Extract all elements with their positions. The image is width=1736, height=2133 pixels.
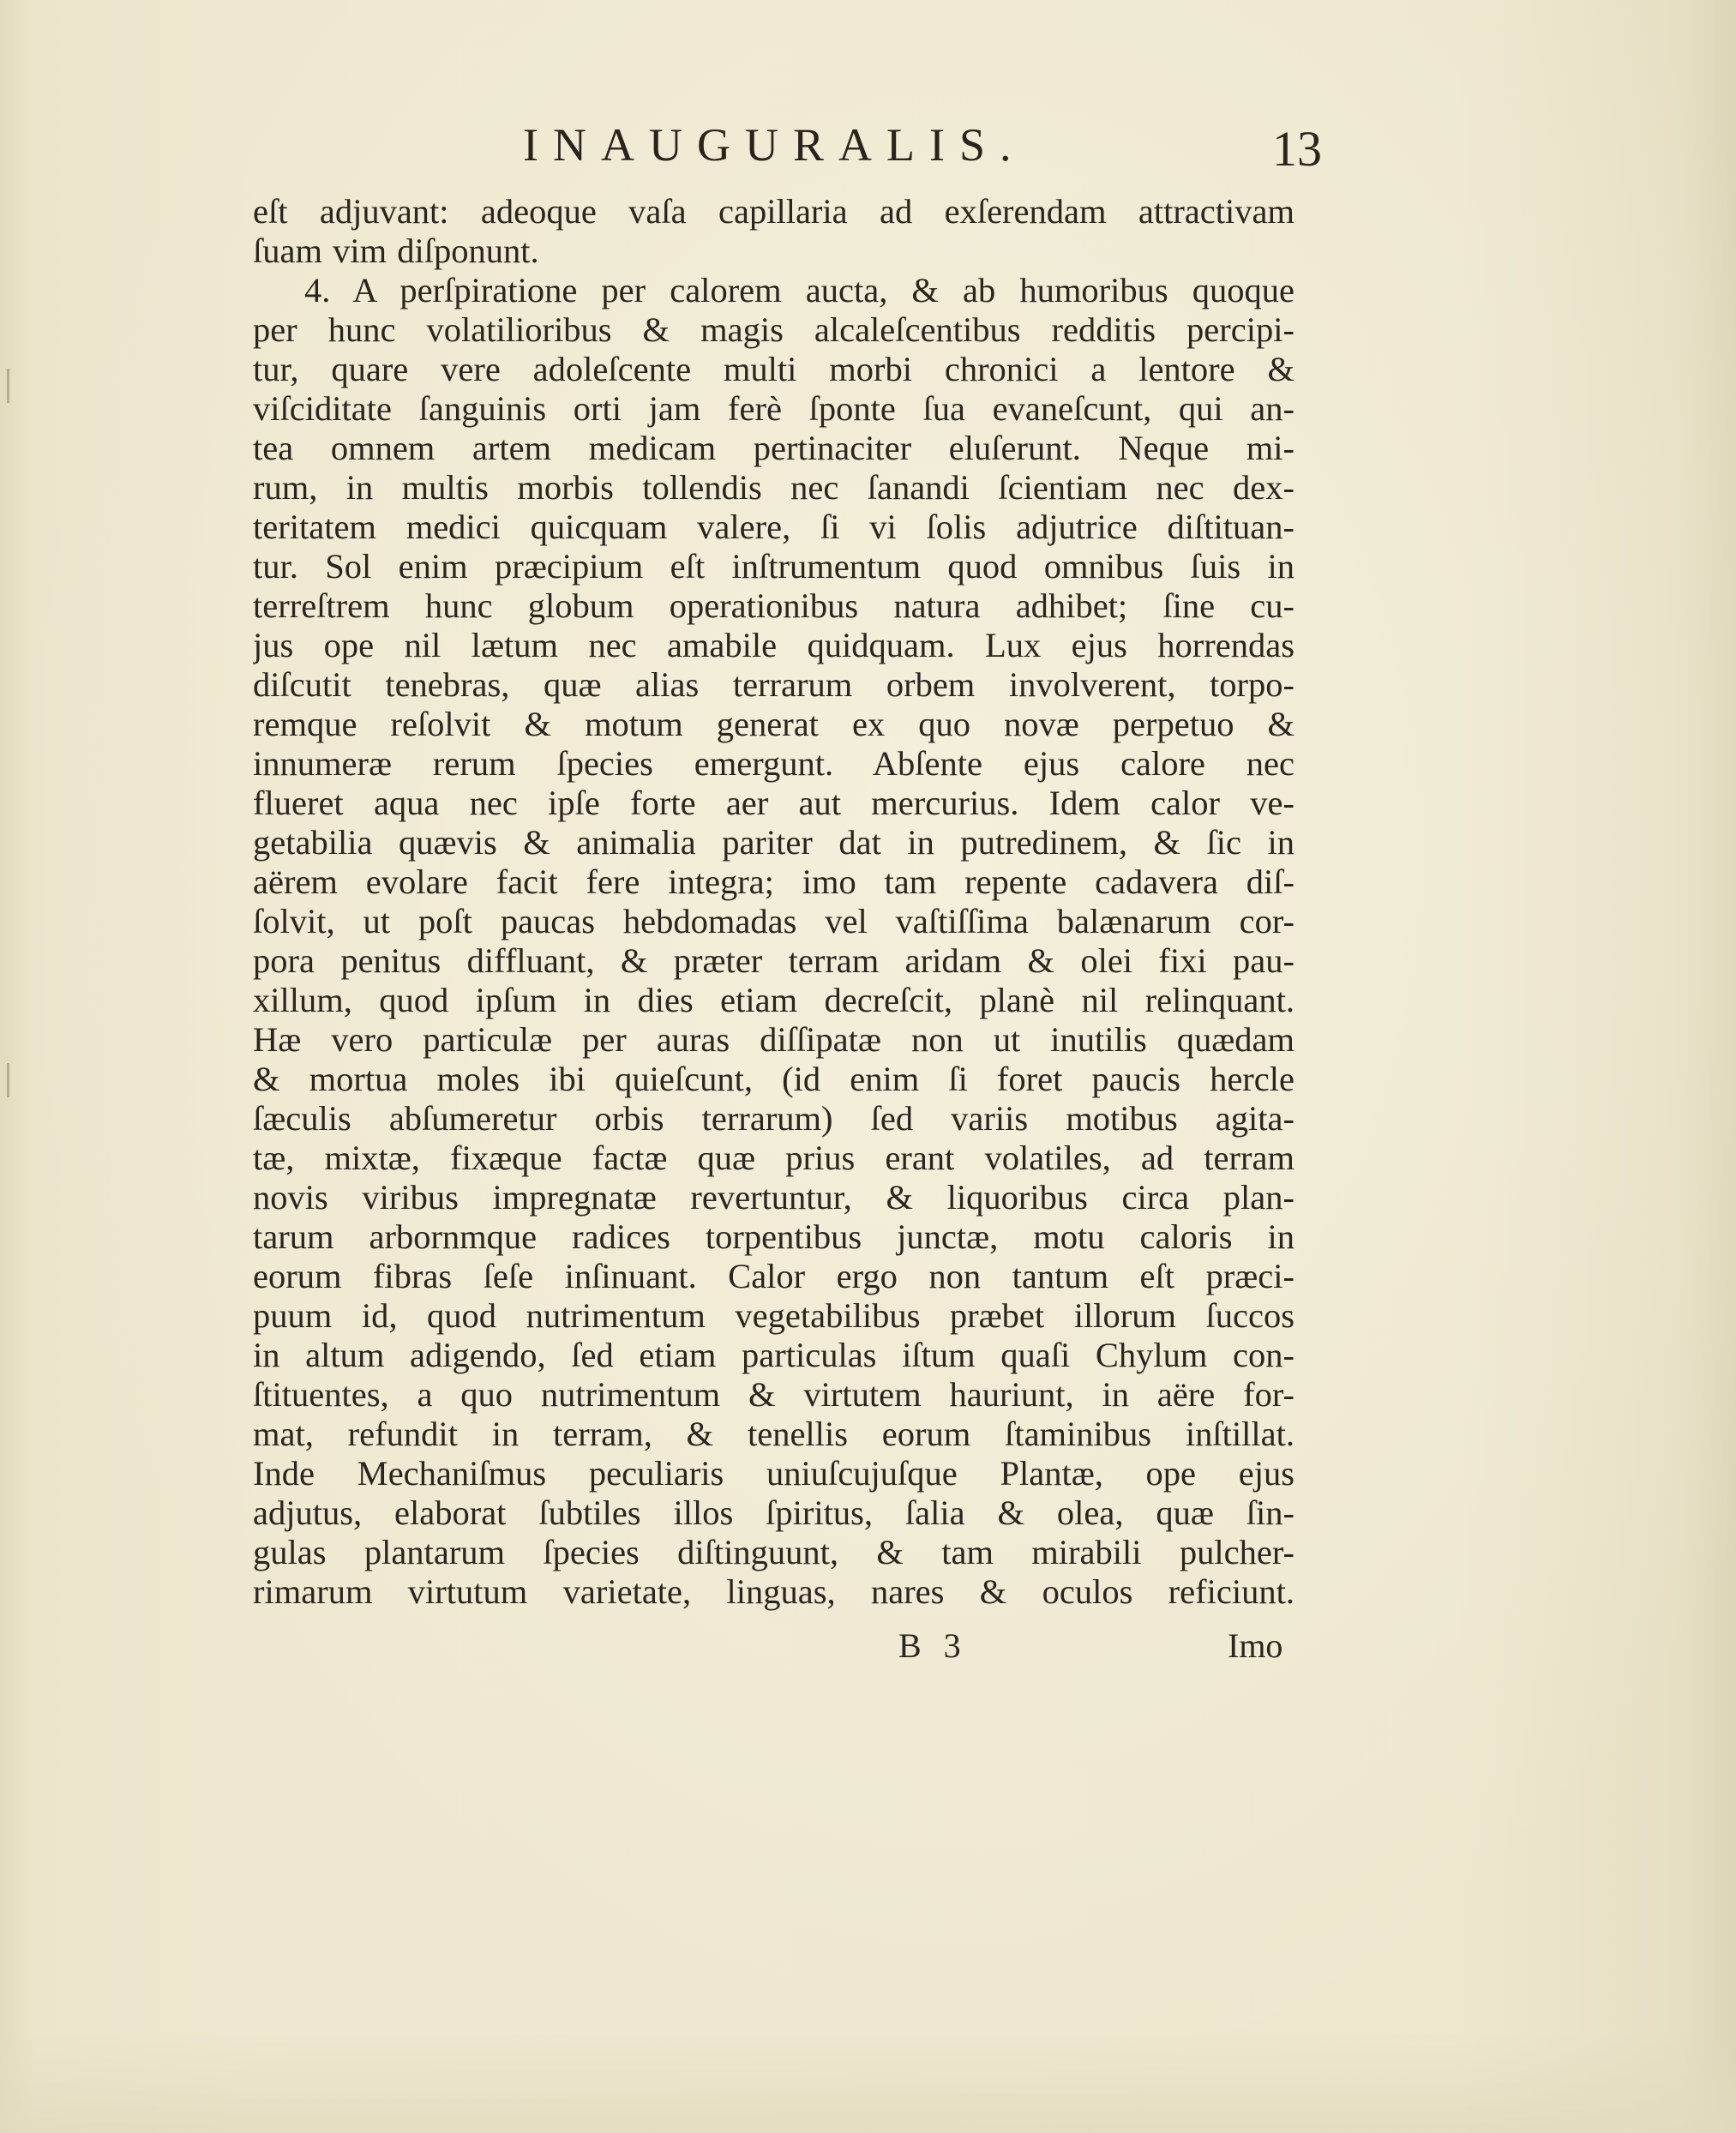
text-line: eorum fibras ſeſe inſinuant. Calor ergo non tantum eſt præci- xyxy=(253,1257,1294,1295)
text-line: diſcutit tenebras, quæ alias terrarum orbem involverent, torpo- xyxy=(253,665,1294,704)
text-line: & mortua moles ibi quieſcunt, (id enim ſi foret paucis hercle xyxy=(253,1060,1294,1098)
text-line: getabilia quævis & animalia pariter dat in putredinem, & ſic in xyxy=(253,823,1294,862)
text-line: in altum adigendo, ſed etiam particulas iſtum quaſi Chylum con- xyxy=(253,1336,1294,1374)
text-line: per hunc volatilioribus & magis alcaleſcentibus redditis percipi- xyxy=(253,310,1294,349)
text-line: pora penitus diffluant, & præter terram aridam & olei fixi pau- xyxy=(253,941,1294,980)
text-line: ſolvit, ut poſt paucas hebdomadas vel vaſtiſſima balænarum cor- xyxy=(253,902,1294,940)
body-text xyxy=(253,192,1294,1612)
text-line: aërem evolare facit fere integra; imo tam repente cadavera diſ- xyxy=(253,862,1294,901)
text-line: tarum arbornmque radices torpentibus junctæ, motu caloris in xyxy=(253,1217,1294,1256)
text-line: remque reſolvit & motum generat ex quo novæ perpetuo & xyxy=(253,705,1294,743)
text-line: Inde Mechaniſmus peculiaris uniuſcujuſque Plantæ, ope ejus xyxy=(253,1454,1294,1493)
catchword: Imo xyxy=(1228,1626,1283,1665)
text-line: ſuam vim diſponunt. xyxy=(253,231,539,270)
text-line: flueret aqua nec ipſe forte aer aut mercurius. Idem calor ve- xyxy=(253,784,1294,822)
text-line: eſt adjuvant: adeoque vaſa capillaria ad exſerendam attractivam xyxy=(253,192,1294,231)
text-line: tæ, mixtæ, fixæque factæ quæ prius erant volatiles, ad terram xyxy=(253,1139,1294,1177)
text-line: tur. Sol enim præcipium eſt inſtrumentum quod omnibus ſuis in xyxy=(253,547,1294,586)
text-line: innumeræ rerum ſpecies emergunt. Abſente ejus calore nec xyxy=(253,744,1294,783)
text-line: ſæculis abſumeretur orbis terrarum) ſed variis motibus agita- xyxy=(253,1099,1294,1138)
page-edge-mark xyxy=(7,369,9,403)
text-line: rimarum virtutum varietate, linguas, nares & oculos reficiunt. xyxy=(253,1572,1294,1611)
running-header: INAUGURALIS. xyxy=(523,119,1026,171)
text-line: 4. A perſpiratione per calorem aucta, & ab humoribus quoque xyxy=(304,271,1294,309)
text-line: Hæ vero particulæ per auras diſſipatæ non ut inutilis quædam xyxy=(253,1020,1294,1059)
text-line: teritatem medici quicquam valere, ſi vi ſolis adjutrice diſtituan- xyxy=(253,508,1294,546)
text-line: jus ope nil lætum nec amabile quidquam. Lux ejus horrendas xyxy=(253,626,1294,664)
text-line: tea omnem artem medicam pertinaciter eluſerunt. Neque mi- xyxy=(253,429,1294,467)
page-number: 13 xyxy=(1272,121,1322,177)
text-line: viſciditate ſanguinis orti jam ferè ſponte ſua evaneſcunt, qui an- xyxy=(253,389,1294,428)
text-line: tur, quare vere adoleſcente multi morbi chronici a lentore & xyxy=(253,350,1294,388)
text-line: adjutus, elaborat ſubtiles illos ſpiritus, ſalia & olea, quæ ſin- xyxy=(253,1493,1294,1532)
text-line: gulas plantarum ſpecies diſtinguunt, & tam mirabili pulcher- xyxy=(253,1533,1294,1571)
signature-mark: B 3 xyxy=(898,1626,968,1665)
text-line: puum id, quod nutrimentum vegetabilibus præbet illorum ſuccos xyxy=(253,1296,1294,1335)
text-line: mat, refundit in terram, & tenellis eorum ſtaminibus inſtillat. xyxy=(253,1415,1294,1453)
text-line: rum, in multis morbis tollendis nec ſanandi ſcientiam nec dex- xyxy=(253,468,1294,507)
text-line: terreſtrem hunc globum operationibus natura adhibet; ſine cu- xyxy=(253,586,1294,625)
page-edge-mark xyxy=(7,1063,9,1097)
text-line: novis viribus impregnatæ revertuntur, & liquoribus circa plan- xyxy=(253,1178,1294,1217)
text-line: ſtituentes, a quo nutrimentum & virtutem hauriunt, in aëre for- xyxy=(253,1375,1294,1414)
text-line: xillum, quod ipſum in dies etiam decreſcit, planè nil relinquant. xyxy=(253,981,1294,1019)
